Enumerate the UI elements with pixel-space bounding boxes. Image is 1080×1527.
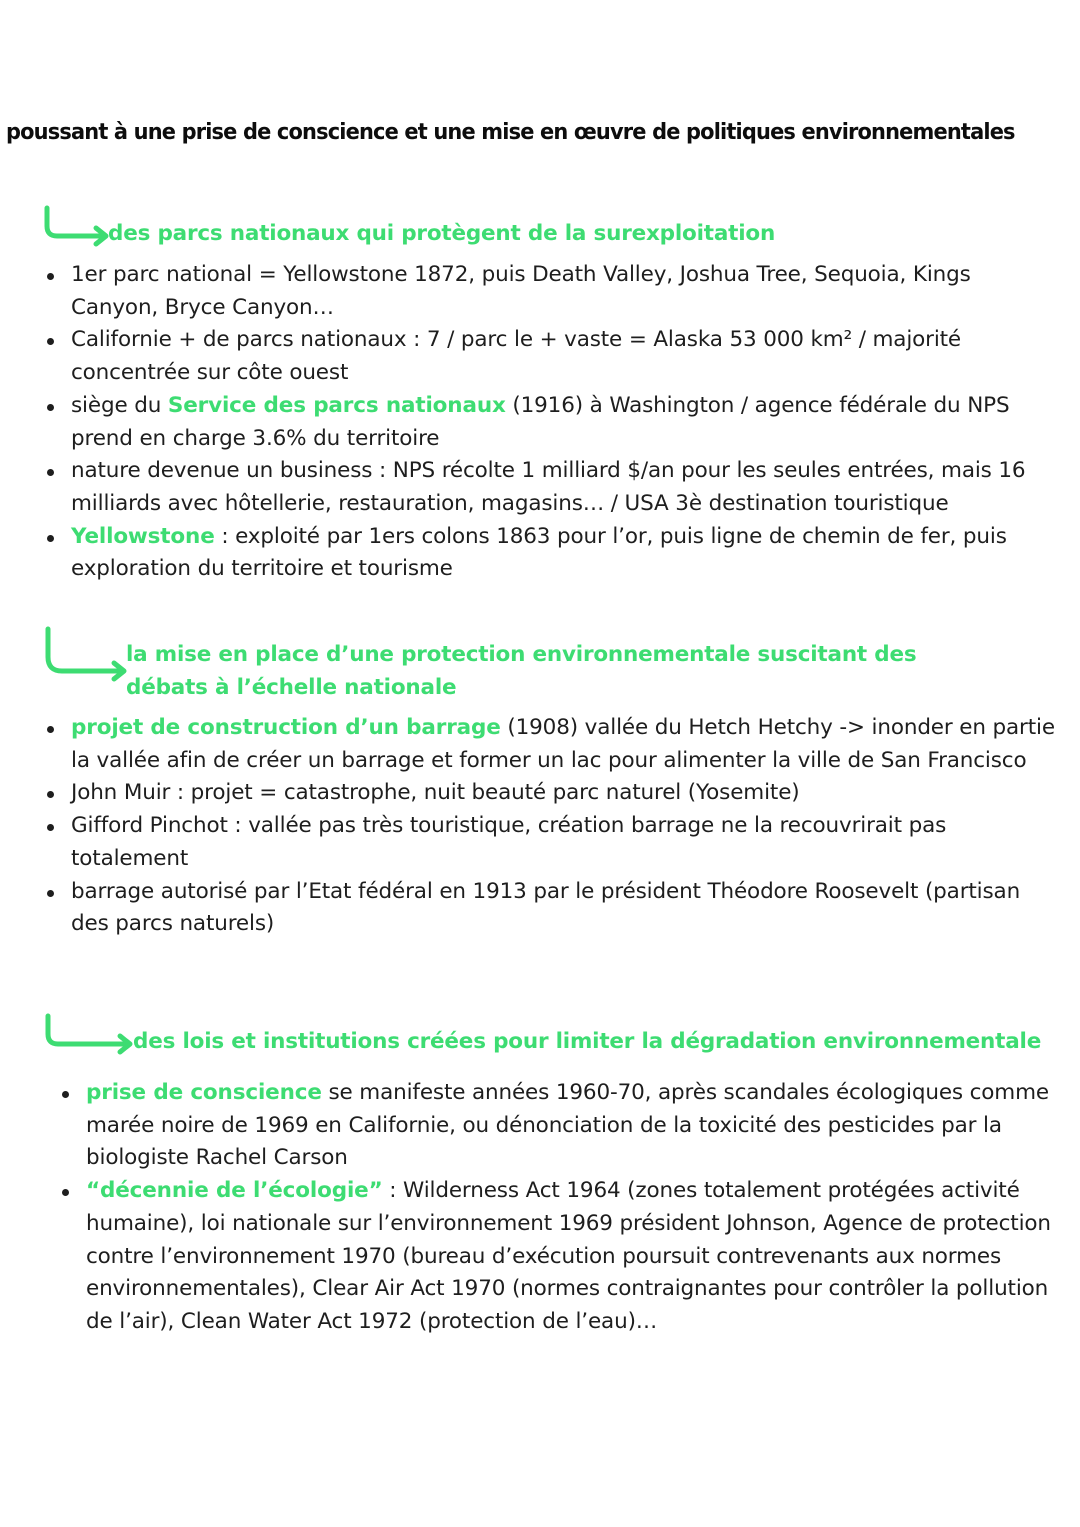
list-item: 1er parc national = Yellowstone 1872, puis Death Valley, Joshua Tree, Sequoia, Kings Canyon, Bryce Canyon… [71,259,1056,324]
bullet-list-parcs [71,259,1056,586]
highlight-term: prise de conscience [86,1080,322,1105]
list-item: Gifford Pinchot : vallée pas très touristique, création barrage ne la recouvrirait pas totalement [71,810,1056,875]
curved-arrow-icon [40,625,130,687]
highlight-term: Service des parcs nationaux [167,392,506,418]
list-item: prise de conscience se manifeste années 1960-70, après scandales écologiques comme marée noire de 1969 en Californie, ou dénonciation de la toxicité des pesticides par la biologiste Rachel Carson [86,1077,1061,1175]
highlight-term: Yellowstone [71,523,215,549]
list-item: Yellowstone : exploité par 1ers colons 1863 pour l’or, puis ligne de chemin de fer, puis exploration du territoire et tourisme [71,521,1056,586]
list-item: John Muir : projet = catastrophe, nuit beauté parc naturel (Yosemite) [71,777,1056,810]
bullet-list-protection [71,712,1056,941]
bullet-list-lois [86,1077,1061,1339]
list-item: Californie + de parcs nationaux : 7 / parc le + vaste = Alaska 53 000 km² / majorité concentrée sur côte ouest [71,324,1056,389]
highlight-term: projet de construction d’un barrage [71,715,501,740]
highlight-term: “décennie de l’écologie” [86,1178,383,1204]
page-title-banner [0,112,1080,152]
curved-arrow-icon [40,1012,136,1058]
section-heading-protection: la mise en place d’une protection environnementale suscitant des débats à l’échelle nationale [126,642,917,700]
section-heading-lois: des lois et institutions créées pour limiter la dégradation environnementale [133,1029,1042,1054]
list-item: projet de construction d’un barrage (1908) vallée du Hetch Hetchy -> inonder en partie la vallée afin de créer un barrage et former un lac pour alimenter la ville de San Francisco [71,712,1056,777]
curved-arrow-icon [40,204,112,250]
page-title: poussant à une prise de conscience et une mise en œuvre de politiques environnementales [6,119,1015,145]
section-heading-parcs: des parcs nationaux qui protègent de la surexploitation [108,221,776,246]
list-item: “décennie de l’écologie” : Wilderness Act 1964 (zones totalement protégées activité humaine), loi nationale sur l’environnement 1969 président Johnson, Agence de protection contre l’environnement 1970 (bureau d’exécution poursuit contrevenants aux normes environnementales), Clear Air Act 1970 (normes contraignantes pour contrôler la pollution de l’air), Clean Water Act 1972 (protection de l’eau)… [86,1175,1061,1339]
list-item: barrage autorisé par l’Etat fédéral en 1913 par le président Théodore Roosevelt (partisan des parcs naturels) [71,876,1056,941]
list-item: nature devenue un business : NPS récolte 1 milliard $/an pour les seules entrées, mais 16 milliards avec hôtellerie, restauration, magasins… / USA 3è destination touristique [71,455,1056,520]
list-item: siège du Service des parcs nationaux (1916) à Washington / agence fédérale du NPS prend en charge 3.6% du territoire [71,390,1056,455]
